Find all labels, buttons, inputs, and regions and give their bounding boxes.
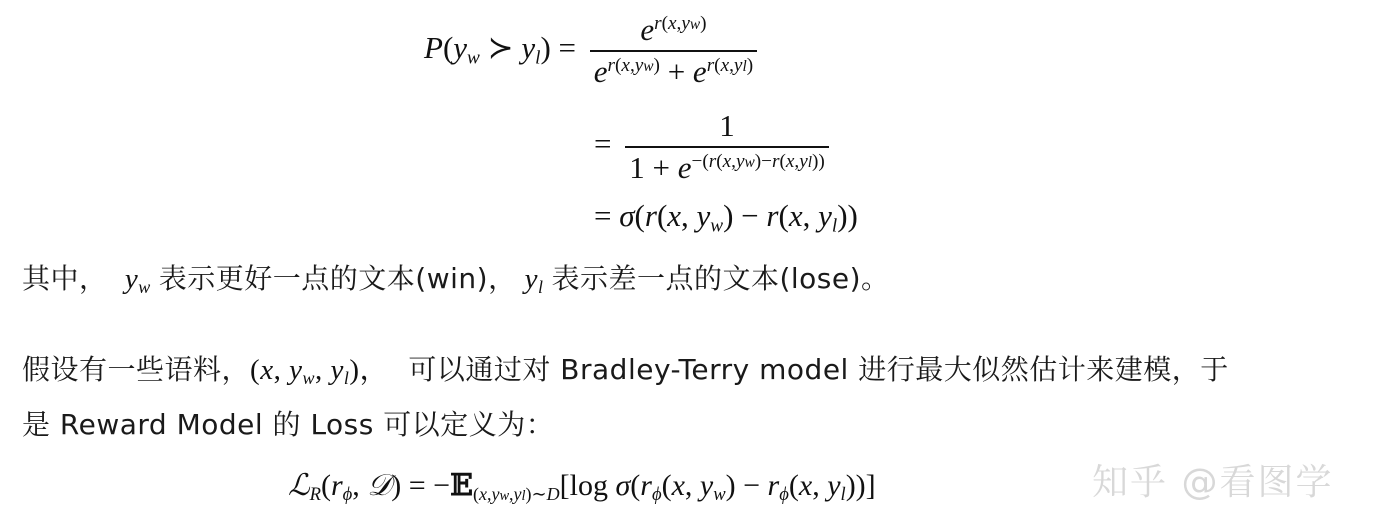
equation-line-3: = σ(r(x, $y_w) - r(x$, $y_l$)) — [594, 198, 858, 237]
math-yw: $y_w$ — [124, 263, 151, 298]
equation-fraction-1: $\frac{e^{r(x,yw)}}{e^{r(x,yw)} + e^{r(x,yl)}}$ — [590, 12, 757, 90]
paragraph2-line1-prefix: 假设有一些语料， — [22, 353, 251, 386]
equation-line-1 — [424, 12, 757, 90]
math-yl: $y_l$ — [524, 263, 544, 298]
equation-fraction-2: $\frac{1}{1 + e^{-(r(x,yw)-r(x,yl))}}$ — [625, 108, 829, 186]
paragraph1-yl-desc: 表示差一点的文本(lose)。 — [551, 262, 890, 295]
math-corpus-tuple: (x, $y_w$, $y_l$)， — [250, 354, 389, 389]
paragraph2-line2: 是 Reward Model 的 Loss 可以定义为： — [22, 408, 555, 441]
paragraph1-prefix: 其中， — [22, 262, 108, 295]
paragraph-corpus-line-1 — [22, 347, 1229, 389]
equation-line-2: = $\frac{1}{1 + e^{-(r(x,yw)-r(x,yl))}}$ — [594, 108, 829, 186]
paragraph-corpus-line-2 — [22, 403, 554, 443]
paragraph1-yw-desc: 表示更好一点的文本(win)， — [158, 262, 517, 295]
equation-lhs: $P(y_w$ ≻ $y_l$) = — [424, 30, 584, 69]
paragraph2-line1-suffix: 可以通过对 Bradley-Terry model 进行最大似然估计来建模，于 — [408, 353, 1229, 386]
paragraph-win-lose — [22, 257, 890, 298]
loss-equation: $ℒ_R(r_\phi$, 𝒟) = −𝔼$_{(x,yw,yl)\sim D}$[log $\sigma(r_\phi(x$, $y_w) - r_\phi(x$, $y_l$))] — [288, 468, 876, 506]
watermark: 知乎 @看图学 — [1092, 462, 1334, 503]
